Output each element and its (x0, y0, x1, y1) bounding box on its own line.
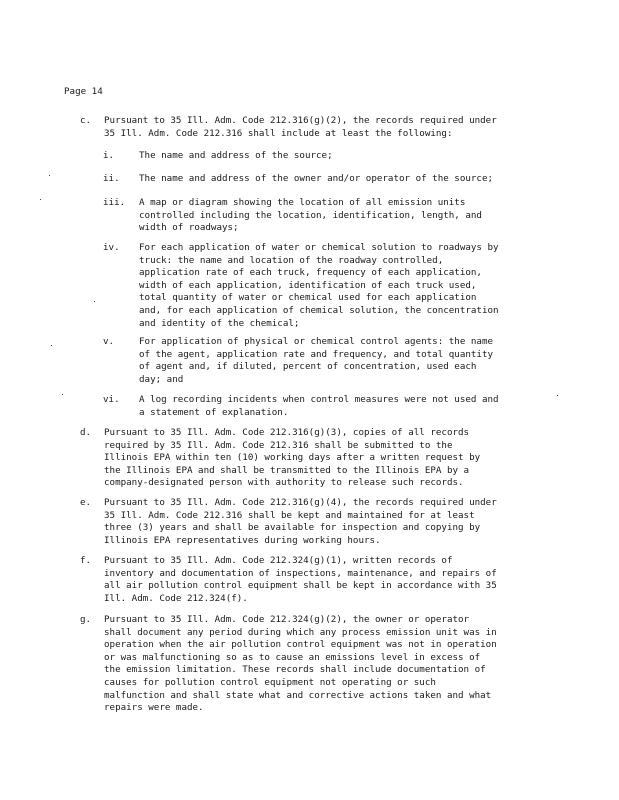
sub-item-label: vi. (103, 394, 120, 405)
item-text: Pursuant to 35 Ill. Adm. Code 212.324(g)(2), the owner or operator shall document any period during which any process emission unit was in operation when the air pollution control equipment was not in operation or was malfunctioning so as to cause an emissions level in excess of the emission limitation. These records shall include documentation of causes for pollution control equipment not operating or such malfunction and shall state what and corrective actions taken and what repairs were made. (104, 614, 497, 714)
page-number: Page 14 (64, 86, 103, 97)
item-label: d. (80, 427, 92, 438)
sub-item-label: i. (103, 150, 115, 161)
item-text: Pursuant to 35 Ill. Adm. Code 212.324(g)(1), written records of inventory and documentation of inspections, maintenance, and repairs of all air pollution control equipment shall be kept in accordance with 35 Ill. Adm. Code 212.324(f). (104, 555, 497, 604)
list-item-g (80, 614, 540, 715)
sub-item-ii (103, 173, 533, 186)
scan-speck (62, 394, 63, 395)
sub-item-text: The name and address of the source; (139, 150, 333, 161)
sub-item-text: For each application of water or chemical solution to roadways by truck: the name and location of the roadway controlled, application rate of each truck, frequency of each application, width of each application, identification of each truck used, total quantity of water or chemical used for each application and, for each application of chemical solution, the concentration and identity of the chemical; (139, 242, 499, 329)
sub-item-label: iii. (103, 197, 126, 208)
list-item-d (80, 427, 540, 490)
item-label: g. (80, 614, 92, 625)
sub-item-i (103, 150, 533, 163)
item-label: c. (80, 115, 92, 126)
sub-item-text: A log recording incidents when control measures were not used and a statement of explanation. (139, 394, 499, 418)
sub-item-vi (103, 394, 533, 419)
sub-item-text: The name and address of the owner and/or operator of the source; (139, 173, 494, 184)
item-label: f. (80, 555, 92, 566)
sub-item-label: v. (103, 336, 115, 347)
scan-speck (51, 345, 52, 346)
list-item-e (80, 497, 540, 547)
sub-item-text: A map or diagram showing the location of all emission units controlled including the location, identification, length, and width of roadways; (139, 197, 482, 234)
sub-item-iii (103, 197, 533, 235)
list-item-f (80, 555, 540, 605)
item-text: Pursuant to 35 Ill. Adm. Code 212.316(g)(4), the records required under 35 Ill. Adm. Code 212.316 shall be kept and maintained for at least three (3) years and shall be available for inspection and copying by Illinois EPA representatives during working hours. (104, 497, 497, 546)
scan-speck (49, 175, 50, 176)
sub-item-label: iv. (103, 242, 120, 253)
item-label: e. (80, 497, 92, 508)
scan-speck (94, 301, 95, 302)
scan-speck (40, 199, 41, 200)
sub-item-label: ii. (103, 173, 120, 184)
sub-item-v (103, 336, 533, 386)
sub-item-text: For application of physical or chemical control agents: the name of the agent, application rate and frequency, and total quantity of agent and, if diluted, percent of concentration, used each day; and (139, 336, 494, 385)
list-item-c (80, 115, 540, 140)
item-text: Pursuant to 35 Ill. Adm. Code 212.316(g)(2), the records required under 35 Ill. Adm. Code 212.316 shall include at least the following: (104, 115, 497, 139)
sub-item-iv (103, 242, 533, 330)
scan-speck (557, 395, 558, 396)
item-text: Pursuant to 35 Ill. Adm. Code 212.316(g)(3), copies of all records required by 35 Ill. Adm. Code 212.316 shall be submitted to the Illinois EPA within ten (10) working days after a written request by the Illinois EPA and shall be transmitted to the Illinois EPA by a company-designated person with authority to release such records. (104, 427, 481, 489)
